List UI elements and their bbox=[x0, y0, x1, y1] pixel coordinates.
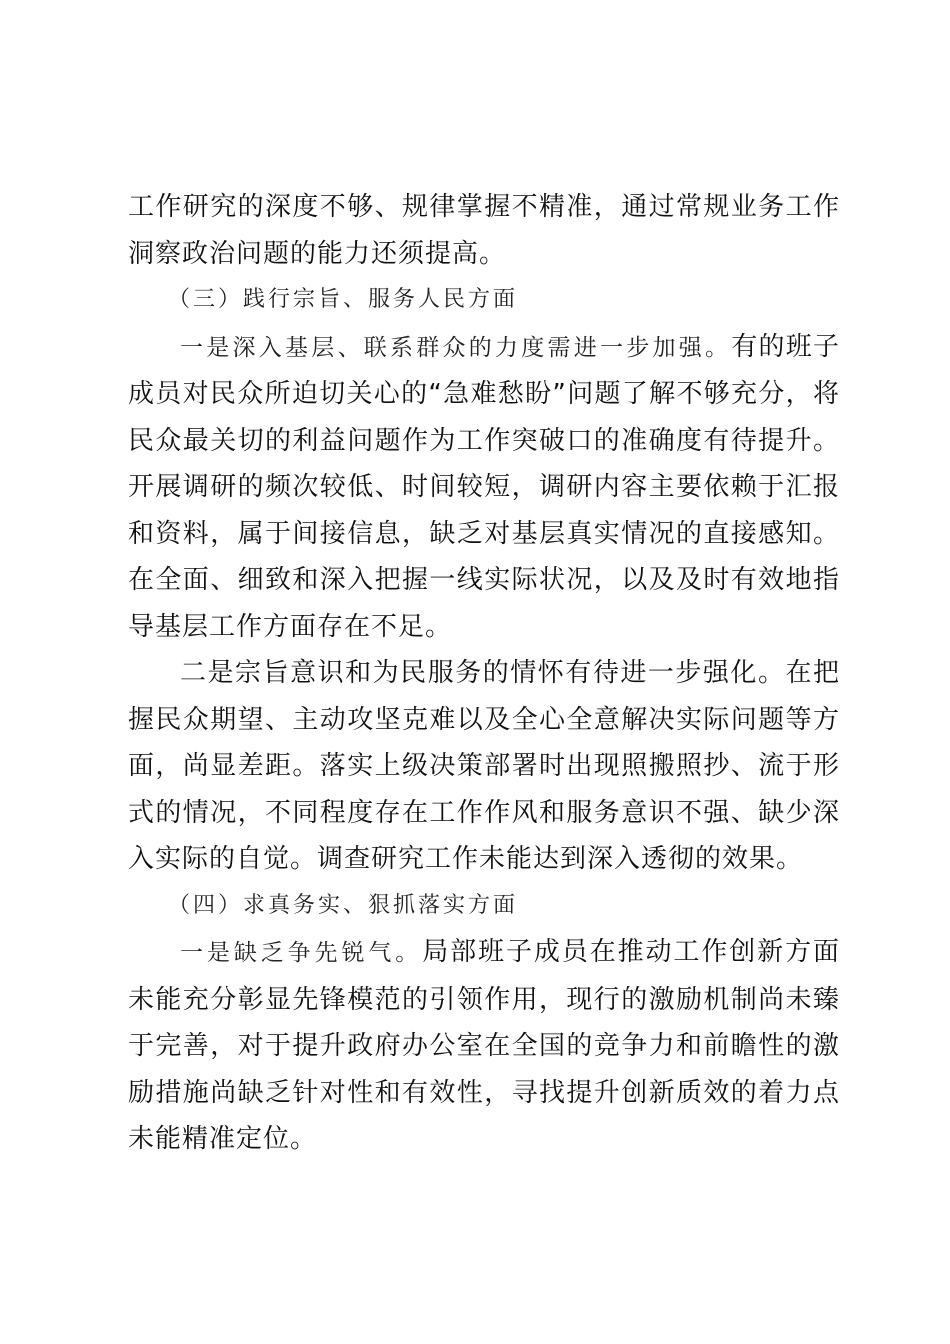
paragraph-body: 局部班子成员在推动工作创新方面未能充分彰显先锋模范的引领作用，现行的激励机制尚未臻于完善，对于提升政府办公室在全国的竞争力和前瞻性的激励措施尚缺乏针对性和有效性，寻找提升创新质效的着力点未能精准定位。 bbox=[128, 937, 840, 1154]
section-heading-4: （四）求真务实、狠抓落实方面 bbox=[168, 892, 519, 918]
paragraph-body: 有的班子成员对民众所迫切关心的“急难愁盼”问题了解不够充分，将民众最关切的利益问题作为工作突破口的准确度有待提升。开展调研的频次较低、时间较短，调研内容主要依赖于汇报和资料，属于间接信息，缺乏对基层真实情况的直接感知。在全面、细致和深入把握一线实际状况，以及及时有效地指导基层工作方面存在不足。 bbox=[128, 331, 840, 642]
section-3-paragraph-2: 二是宗旨意识和为民服务的情怀有待进一步强化。在把握民众期望、主动攻坚克难以及全心全意解决实际问题等方面，尚显差距。落实上级决策部署时出现照搬照抄、流于形式的情况，不同程度存在工作作风和服务意识不强、缺少深入实际的自觉。调查研究工作未能达到深入透彻的效果。 bbox=[128, 658, 840, 874]
section-3-paragraph-1 bbox=[128, 324, 840, 651]
document-body bbox=[128, 184, 840, 1163]
section-heading-3: （三）践行宗旨、服务人民方面 bbox=[168, 287, 519, 312]
paragraph-continuation: 工作研究的深度不够、规律掌握不精准，通过常规业务工作洞察政治问题的能力还须提高。 bbox=[128, 192, 840, 269]
paragraph-lead: 一是缺乏争先锐气。 bbox=[180, 940, 423, 966]
paragraph-lead: 一是深入基层、联系群众的力度需进一步加强。 bbox=[180, 334, 732, 361]
section-4-paragraph-1 bbox=[128, 929, 840, 1163]
